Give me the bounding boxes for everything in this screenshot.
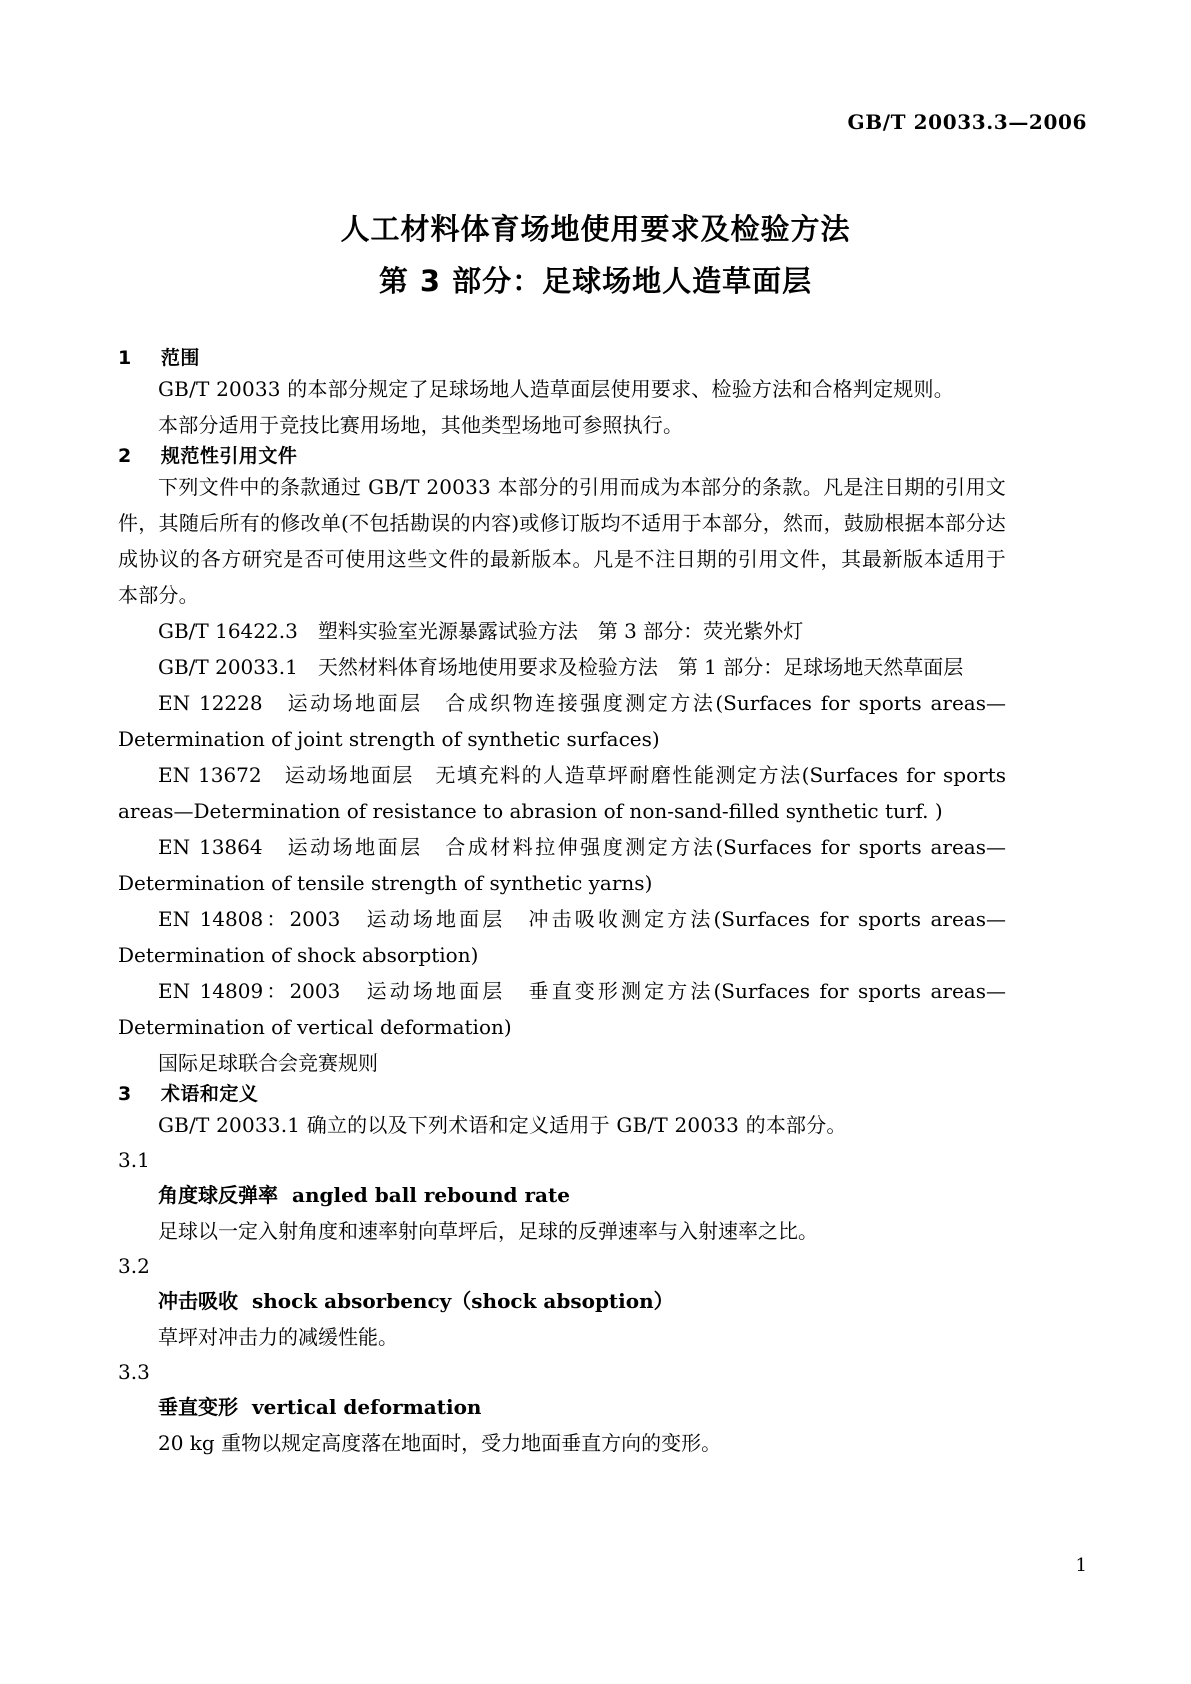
section-1-heading [118,345,1006,371]
term-definition: 20 kg 重物以规定高度落在地面时，受力地面垂直方向的变形。 [158,1431,722,1455]
section-3-paragraph-1: GB/T 20033.1 确立的以及下列术语和定义适用于 GB/T 20033 的本部分。 [158,1113,847,1137]
term-name-chinese: 垂直变形 [158,1395,238,1419]
term-number: 3.2 [118,1254,150,1278]
term-name [118,1389,1006,1425]
normative-reference-item: EN 12228 运动场地面层 合成织物连接强度测定方法(Surfaces for sports areas—Determination of joint strength of synthetic surfaces) [118,691,1006,751]
term-name-chinese: 冲击吸收 [158,1289,238,1313]
normative-reference-item: EN 13672 运动场地面层 无填充料的人造草坪耐磨性能测定方法(Surfaces for sports areas—Determination of resistance to abrasion of non-sand-filled synthetic turf. ) [118,763,1006,823]
normative-reference-item: EN 14809：2003 运动场地面层 垂直变形测定方法(Surfaces for sports areas—Determination of vertical deformation) [118,979,1006,1039]
section-2-number: 2 [118,445,132,467]
term-definition: 草坪对冲击力的减缓性能。 [158,1325,398,1349]
page-number: 1 [1075,1555,1087,1576]
section-3-number: 3 [118,1083,132,1105]
section-1-title: 范围 [160,347,200,369]
document-body [118,345,1006,1461]
document-title-line-1: 人工材料体育场地使用要求及检验方法 [340,212,851,246]
normative-reference-item: 国际足球联合会竞赛规则 [158,1051,378,1075]
section-2-title: 规范性引用文件 [160,445,298,467]
normative-reference-item: GB/T 20033.1 天然材料体育场地使用要求及检验方法 第 1 部分：足球场地天然草面层 [158,655,964,679]
term-definition: 足球以一定入射角度和速率射向草坪后，足球的反弹速率与入射速率之比。 [158,1219,818,1243]
section-2-paragraph-1: 下列文件中的条款通过 GB/T 20033 本部分的引用而成为本部分的条款。凡是注日期的引用文件，其随后所有的修改单(不包括勘误的内容)或修订版均不适用于本部分，然而，鼓励根据本部分达成协议的各方研究是否可使用这些文件的最新版本。凡是不注日期的引用文件，其最新版本适用于本部分。 [118,475,1006,607]
document-title-line-2: 第 3 部分：足球场地人造草面层 [378,264,813,298]
term-name-english: vertical deformation [252,1395,482,1419]
normative-reference-item: GB/T 16422.3 塑料实验室光源暴露试验方法 第 3 部分：荧光紫外灯 [158,619,804,643]
normative-reference-item: EN 14808：2003 运动场地面层 冲击吸收测定方法(Surfaces for sports areas—Determination of shock absorption) [118,907,1006,967]
term-name-english: shock absorbency（shock absoption） [252,1289,674,1313]
running-header-standard-code: GB/T 20033.3—2006 [847,110,1087,134]
normative-reference-item: EN 13864 运动场地面层 合成材料拉伸强度测定方法(Surfaces for sports areas—Determination of tensile strength of synthetic yarns) [118,835,1006,895]
term-number: 3.3 [118,1360,150,1384]
section-1-paragraph-1: GB/T 20033 的本部分规定了足球场地人造草面层使用要求、检验方法和合格判定规则。 [158,377,954,401]
term-number: 3.1 [118,1148,150,1172]
term-name-english: angled ball rebound rate [292,1183,570,1207]
section-1-paragraph-2: 本部分适用于竞技比赛用场地，其他类型场地可参照执行。 [158,413,684,437]
section-3-heading [118,1081,1006,1107]
document-title [0,205,1191,305]
term-name [118,1177,1006,1213]
section-3-title: 术语和定义 [160,1083,259,1105]
section-2-heading [118,443,1006,469]
term-name [118,1283,1006,1319]
term-name-chinese: 角度球反弹率 [158,1183,278,1207]
section-1-number: 1 [118,347,132,369]
